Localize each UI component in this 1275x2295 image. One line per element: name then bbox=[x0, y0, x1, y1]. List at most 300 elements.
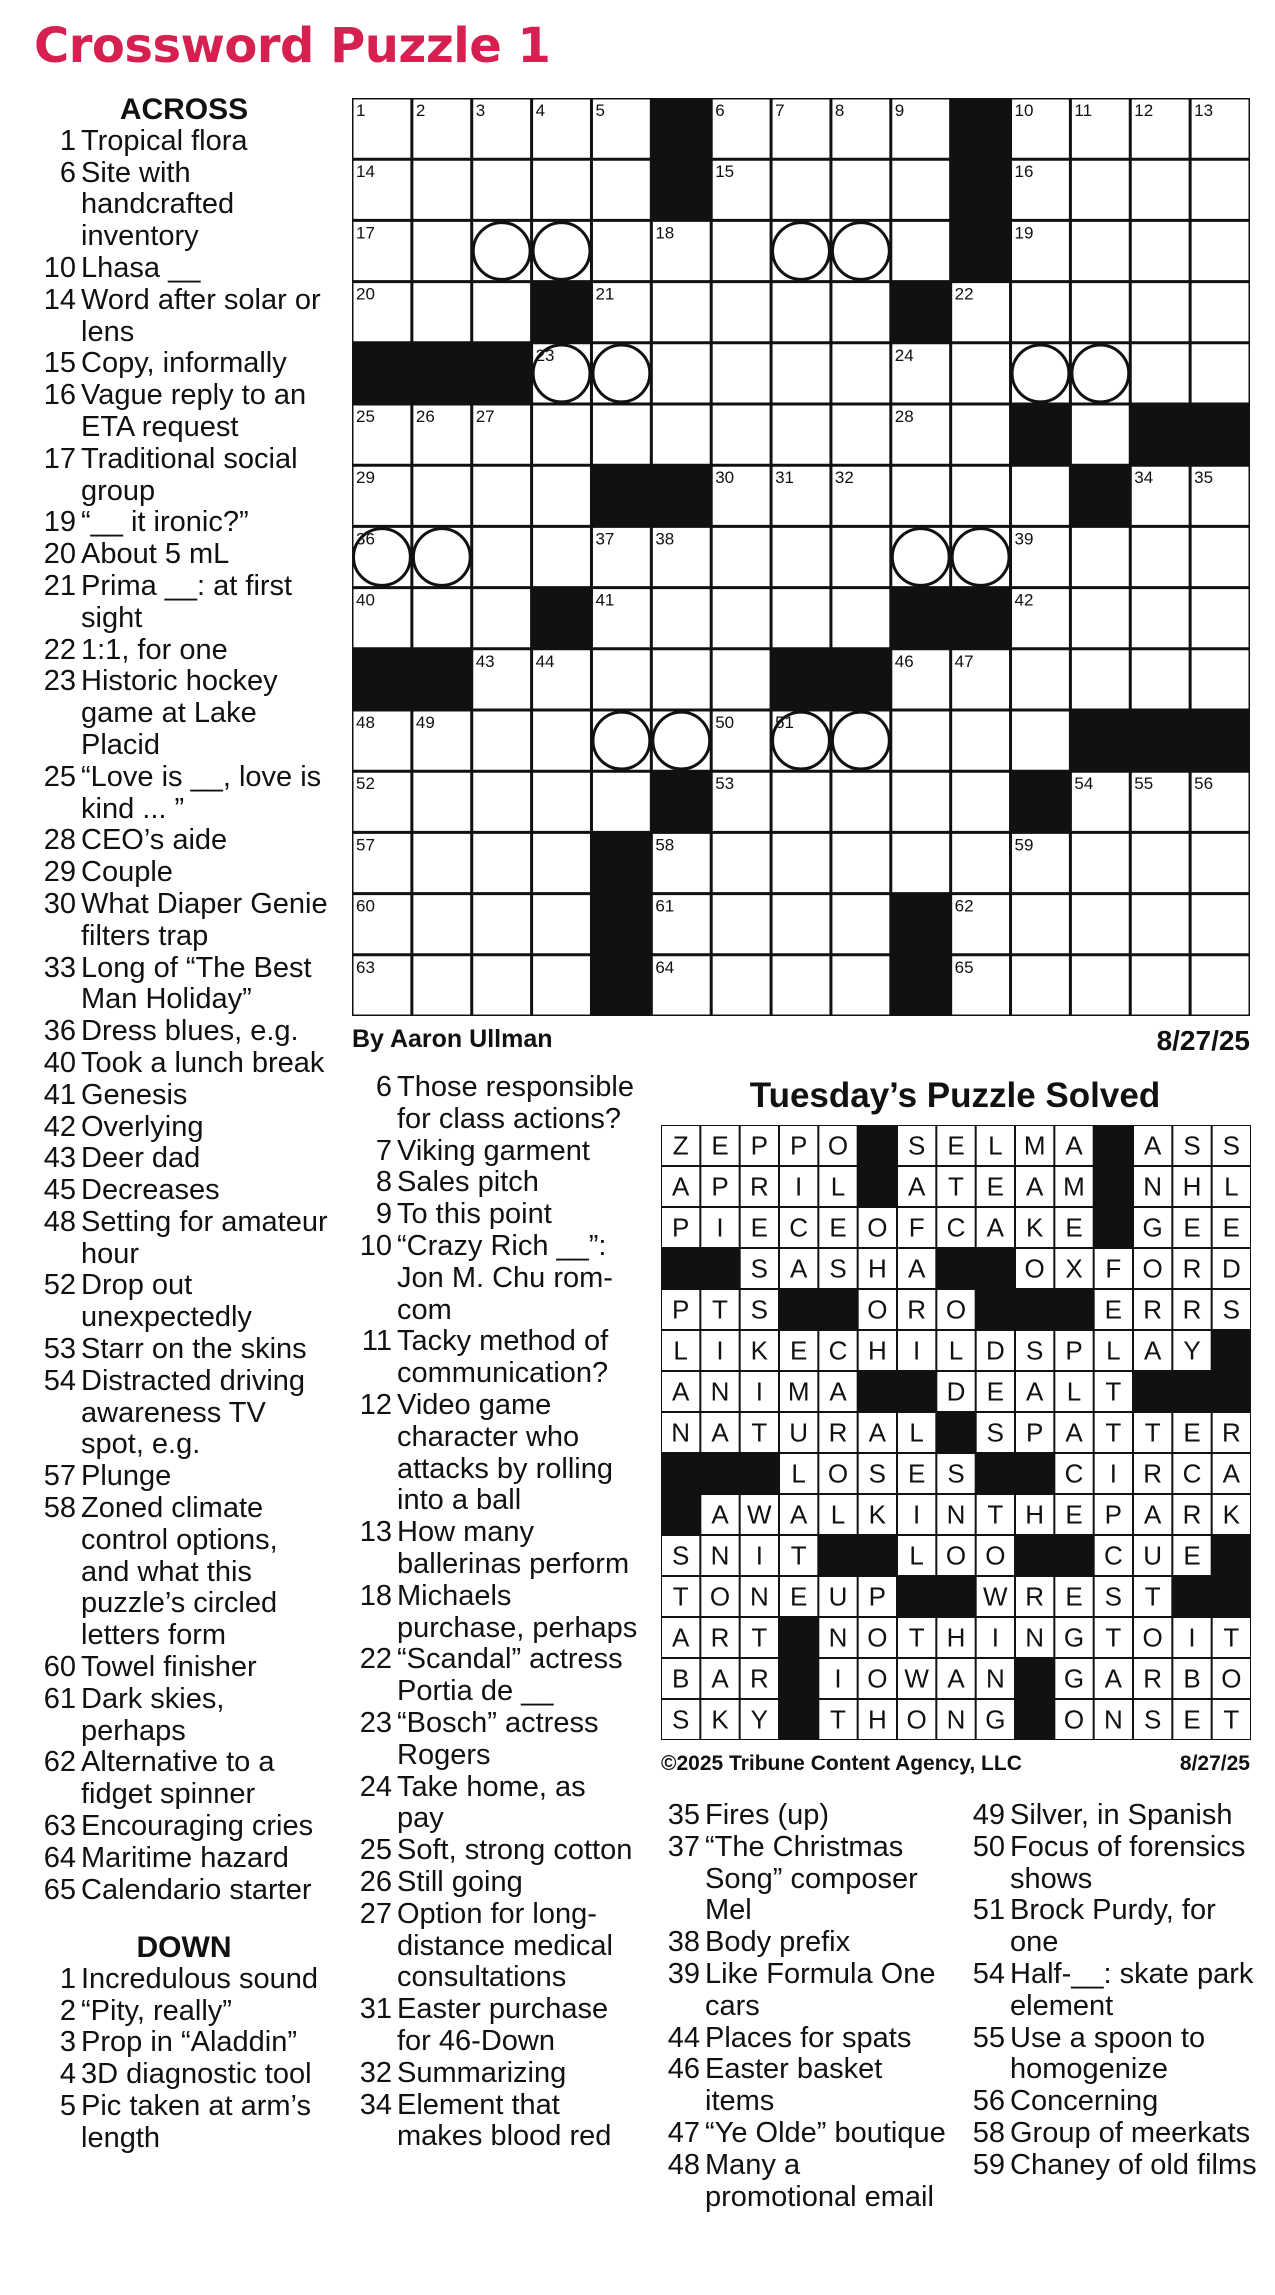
grid-cell[interactable] bbox=[412, 955, 472, 1016]
clue-number: 46 bbox=[667, 2053, 700, 2086]
grid-cell[interactable] bbox=[532, 832, 592, 893]
grid-cell[interactable] bbox=[1130, 894, 1190, 955]
grid-cell[interactable] bbox=[1070, 955, 1130, 1016]
clue-number: 53 bbox=[43, 1333, 76, 1366]
solution-letter: T bbox=[751, 1417, 768, 1448]
black-square bbox=[1212, 1576, 1251, 1617]
black-square bbox=[936, 1576, 975, 1617]
grid-cell[interactable] bbox=[891, 159, 951, 220]
grid-cell[interactable] bbox=[472, 159, 532, 220]
solution-letter: N bbox=[946, 1704, 966, 1735]
solution-letter: R bbox=[1143, 1294, 1163, 1325]
black-square bbox=[858, 1535, 897, 1576]
grid-cell[interactable] bbox=[591, 159, 651, 220]
grid-cell[interactable] bbox=[951, 404, 1011, 465]
clue-text: CEO’s aide bbox=[81, 824, 228, 857]
solution-letter: K bbox=[1222, 1499, 1241, 1530]
solution-letter: S bbox=[1104, 1581, 1123, 1612]
cell-number: 37 bbox=[595, 529, 615, 549]
solution-letter: R bbox=[1143, 1663, 1163, 1694]
black-square bbox=[1015, 1658, 1054, 1699]
clue-text: “The Christmas Song” composer Mel bbox=[705, 1830, 918, 1927]
grid-cell[interactable] bbox=[651, 649, 711, 710]
grid-cell[interactable] bbox=[891, 771, 951, 832]
grid-cell[interactable] bbox=[771, 526, 831, 587]
grid-cell[interactable] bbox=[951, 465, 1011, 526]
grid-cell[interactable] bbox=[412, 588, 472, 649]
grid-cell[interactable] bbox=[651, 588, 711, 649]
clue-number: 13 bbox=[359, 1516, 392, 1549]
black-square bbox=[1015, 1453, 1054, 1494]
grid-cell[interactable] bbox=[771, 404, 831, 465]
grid-cell[interactable] bbox=[532, 894, 592, 955]
grid-cell[interactable] bbox=[472, 771, 532, 832]
black-square bbox=[951, 98, 1011, 159]
clue-item bbox=[34, 1875, 334, 1907]
grid-cell[interactable] bbox=[831, 343, 891, 404]
clue-number: 6 bbox=[59, 156, 76, 189]
grid-cell[interactable] bbox=[412, 771, 472, 832]
clue-text: Long of “The Best Man Holiday” bbox=[81, 951, 312, 1016]
solution-letter: E bbox=[1065, 1499, 1083, 1530]
clue-item bbox=[350, 1390, 640, 1517]
cell-number: 59 bbox=[1014, 835, 1034, 855]
clue-number: 14 bbox=[43, 283, 76, 316]
grid-cell[interactable] bbox=[1190, 894, 1250, 955]
cell-number: 57 bbox=[356, 835, 375, 855]
grid-cell[interactable] bbox=[1011, 465, 1071, 526]
clue-text: Group of meerkats bbox=[1010, 2116, 1251, 2149]
grid-cell[interactable] bbox=[711, 282, 771, 343]
grid-cell[interactable] bbox=[711, 220, 771, 281]
clue-number: 42 bbox=[43, 1110, 76, 1143]
clue-item bbox=[34, 539, 334, 571]
cell-number: 58 bbox=[655, 835, 675, 855]
solution-letter: O bbox=[867, 1294, 888, 1325]
grid-cell[interactable] bbox=[1011, 343, 1071, 404]
clue-item bbox=[34, 1143, 334, 1175]
clue-text: Option for long-distance medical consultations bbox=[397, 1897, 613, 1994]
clue-item bbox=[34, 1964, 334, 1996]
solution-letter: C bbox=[789, 1212, 809, 1243]
clue-number: 6 bbox=[375, 1071, 392, 1103]
grid-cell[interactable] bbox=[951, 526, 1011, 587]
solution-letter: O bbox=[867, 1663, 888, 1694]
solution-letter: O bbox=[945, 1540, 967, 1571]
cell-number: 30 bbox=[715, 468, 735, 488]
grid-cell[interactable] bbox=[771, 159, 831, 220]
grid-cell[interactable] bbox=[472, 588, 532, 649]
solution-letter: U bbox=[1143, 1540, 1163, 1571]
solution-letter: N bbox=[1103, 1704, 1123, 1735]
clue-item bbox=[658, 2054, 948, 2118]
grid-cell[interactable] bbox=[711, 649, 771, 710]
grid-cell[interactable] bbox=[472, 894, 532, 955]
solution-letter: C bbox=[828, 1335, 848, 1366]
solution-letter: O bbox=[827, 1458, 849, 1489]
clue-number: 30 bbox=[43, 887, 76, 920]
grid-cell[interactable] bbox=[1011, 894, 1071, 955]
black-square bbox=[412, 649, 472, 710]
solution-letter: M bbox=[1063, 1171, 1085, 1202]
grid-cell[interactable] bbox=[472, 465, 532, 526]
clue-text: Site with handcrafted inventory bbox=[81, 156, 235, 253]
grid-cell[interactable] bbox=[771, 894, 831, 955]
clue-text: Element that makes blood red bbox=[397, 2088, 612, 2153]
solution-letter: I bbox=[913, 1335, 921, 1366]
grid-cell[interactable] bbox=[1070, 343, 1130, 404]
grid-cell[interactable] bbox=[711, 526, 771, 587]
grid-cell[interactable] bbox=[831, 220, 891, 281]
grid-cell[interactable] bbox=[951, 343, 1011, 404]
clue-number: 38 bbox=[667, 1926, 700, 1959]
grid-cell[interactable] bbox=[1070, 404, 1130, 465]
grid-cell[interactable] bbox=[532, 710, 592, 771]
clue-text: Overlying bbox=[81, 1110, 204, 1143]
clue-number: 58 bbox=[972, 2116, 1005, 2149]
clue-item bbox=[34, 953, 334, 1017]
grid-cell[interactable] bbox=[1011, 649, 1071, 710]
grid-cell[interactable] bbox=[1130, 832, 1190, 893]
clue-number: 29 bbox=[43, 856, 76, 889]
grid-cell[interactable] bbox=[891, 465, 951, 526]
grid-cell[interactable] bbox=[1130, 159, 1190, 220]
grid-cell[interactable] bbox=[472, 955, 532, 1016]
solution-letter: A bbox=[1143, 1130, 1162, 1161]
solution-letter: A bbox=[789, 1499, 808, 1530]
clue-text: Half-__: skate park element bbox=[1010, 1957, 1254, 2022]
cell-number: 43 bbox=[475, 651, 495, 671]
clue-text: “Scandal” actress Portia de __ bbox=[397, 1643, 623, 1708]
grid-cell[interactable] bbox=[532, 220, 592, 281]
solution-letter: D bbox=[1221, 1253, 1241, 1284]
clue-item bbox=[34, 1207, 334, 1271]
grid-cell[interactable] bbox=[472, 710, 532, 771]
grid-cell[interactable] bbox=[831, 526, 891, 587]
grid-cell[interactable] bbox=[951, 771, 1011, 832]
grid-cell[interactable] bbox=[412, 832, 472, 893]
black-square bbox=[352, 343, 412, 404]
grid-cell[interactable] bbox=[1011, 282, 1071, 343]
solution-letter: S bbox=[947, 1458, 965, 1489]
clue-number: 20 bbox=[43, 538, 76, 571]
grid-cell[interactable] bbox=[1070, 832, 1130, 893]
grid-cell[interactable] bbox=[532, 404, 592, 465]
grid-cell[interactable] bbox=[472, 832, 532, 893]
cell-number: 46 bbox=[894, 651, 914, 671]
solution-letter: B bbox=[1183, 1663, 1201, 1694]
black-square bbox=[951, 588, 1011, 649]
grid-cell[interactable] bbox=[651, 282, 711, 343]
clue-number: 41 bbox=[43, 1078, 76, 1111]
grid-cell[interactable] bbox=[1070, 894, 1130, 955]
grid-cell[interactable] bbox=[1070, 159, 1130, 220]
grid-cell[interactable] bbox=[591, 404, 651, 465]
clue-item bbox=[34, 666, 334, 761]
grid-cell[interactable] bbox=[412, 894, 472, 955]
black-square bbox=[700, 1453, 739, 1494]
cell-number: 16 bbox=[1014, 162, 1034, 182]
grid-cell[interactable] bbox=[711, 955, 771, 1016]
grid-cell[interactable] bbox=[591, 710, 651, 771]
clue-text: Take home, as pay bbox=[397, 1770, 586, 1835]
clue-item bbox=[34, 348, 334, 380]
grid-cell[interactable] bbox=[951, 832, 1011, 893]
solution-letter: N bbox=[1143, 1171, 1163, 1202]
grid-cell[interactable] bbox=[771, 832, 831, 893]
grid-cell[interactable] bbox=[831, 832, 891, 893]
grid-cell[interactable] bbox=[591, 771, 651, 832]
black-square bbox=[412, 343, 472, 404]
solution-letter: A bbox=[789, 1253, 808, 1284]
grid-cell[interactable] bbox=[891, 526, 951, 587]
clue-number: 25 bbox=[359, 1834, 392, 1867]
grid-cell[interactable] bbox=[532, 159, 592, 220]
grid-cell[interactable] bbox=[1190, 649, 1250, 710]
grid-cell[interactable] bbox=[472, 526, 532, 587]
solution-letter: T bbox=[987, 1499, 1004, 1530]
grid-cell[interactable] bbox=[1190, 832, 1250, 893]
clue-text: Summarizing bbox=[397, 2056, 567, 2089]
across-clues bbox=[34, 94, 334, 1906]
clue-item bbox=[658, 1959, 948, 2023]
solution-letter: T bbox=[751, 1622, 768, 1653]
grid-cell[interactable] bbox=[831, 894, 891, 955]
clue-text: Starr on the skins bbox=[81, 1333, 307, 1366]
grid-cell[interactable] bbox=[591, 343, 651, 404]
solution-letter: I bbox=[716, 1212, 724, 1243]
grid-cell[interactable] bbox=[532, 955, 592, 1016]
solution-letter: A bbox=[829, 1376, 847, 1407]
grid-cell[interactable] bbox=[651, 404, 711, 465]
black-square bbox=[1212, 1535, 1251, 1576]
clue-text: Fires (up) bbox=[705, 1799, 830, 1831]
grid-cell[interactable] bbox=[1130, 588, 1190, 649]
clue-number: 23 bbox=[359, 1706, 392, 1739]
grid-cell[interactable] bbox=[412, 220, 472, 281]
grid-cell[interactable] bbox=[831, 159, 891, 220]
clue-item bbox=[34, 1652, 334, 1684]
grid-cell[interactable] bbox=[771, 588, 831, 649]
grid-cell[interactable] bbox=[412, 282, 472, 343]
black-square bbox=[1133, 1371, 1172, 1412]
solution-letter: G bbox=[985, 1704, 1006, 1735]
clue-item bbox=[34, 1843, 334, 1875]
clue-item bbox=[34, 1684, 334, 1748]
black-square bbox=[951, 159, 1011, 220]
grid-cell[interactable] bbox=[1130, 526, 1190, 587]
grid-cell[interactable] bbox=[1070, 220, 1130, 281]
grid-cell[interactable] bbox=[651, 710, 711, 771]
solution-letter: W bbox=[747, 1499, 772, 1530]
clue-text: Dress blues, e.g. bbox=[81, 1015, 299, 1048]
solution-letter: O bbox=[1063, 1704, 1085, 1735]
grid-cell[interactable] bbox=[1130, 220, 1190, 281]
grid-cell[interactable] bbox=[951, 710, 1011, 771]
solution-letter: Y bbox=[750, 1704, 769, 1735]
solution-letter: E bbox=[1183, 1540, 1201, 1571]
clue-text: Tropical flora bbox=[81, 124, 248, 157]
grid-cell[interactable] bbox=[1011, 710, 1071, 771]
grid-cell[interactable] bbox=[1190, 159, 1250, 220]
cell-number: 60 bbox=[356, 896, 375, 916]
clue-item bbox=[34, 1747, 334, 1811]
crossword-grid[interactable] bbox=[352, 98, 1250, 1016]
grid-cell[interactable] bbox=[1070, 282, 1130, 343]
clue-number: 19 bbox=[43, 506, 76, 539]
clue-text: Maritime hazard bbox=[81, 1841, 289, 1874]
grid-cell[interactable] bbox=[1190, 526, 1250, 587]
grid-cell[interactable] bbox=[891, 710, 951, 771]
clue-number: 48 bbox=[43, 1205, 76, 1238]
grid-cell[interactable] bbox=[1070, 649, 1130, 710]
solution-letter: I bbox=[913, 1499, 921, 1530]
cell-number: 24 bbox=[894, 345, 914, 365]
grid-cell[interactable] bbox=[711, 404, 771, 465]
black-square bbox=[1015, 1699, 1054, 1740]
grid-cell[interactable] bbox=[771, 955, 831, 1016]
black-square bbox=[1094, 1125, 1133, 1166]
black-square bbox=[1011, 404, 1071, 465]
clue-number: 48 bbox=[667, 2148, 700, 2181]
clue-item bbox=[350, 1835, 640, 1867]
clue-number: 17 bbox=[43, 442, 76, 475]
grid-cell[interactable] bbox=[771, 282, 831, 343]
grid-cell[interactable] bbox=[1011, 955, 1071, 1016]
solution-letter: N bbox=[946, 1499, 966, 1530]
grid-cell[interactable] bbox=[472, 220, 532, 281]
solution-letter: S bbox=[750, 1253, 769, 1284]
grid-cell[interactable] bbox=[1130, 955, 1190, 1016]
grid-cell[interactable] bbox=[891, 220, 951, 281]
grid-cell[interactable] bbox=[1190, 343, 1250, 404]
grid-cell[interactable] bbox=[831, 710, 891, 771]
grid-cell[interactable] bbox=[771, 343, 831, 404]
solution-letter: R bbox=[1025, 1581, 1045, 1612]
grid-cell[interactable] bbox=[1070, 526, 1130, 587]
solution-letter: W bbox=[983, 1581, 1008, 1612]
clue-text: Sales pitch bbox=[397, 1166, 539, 1199]
clue-text: Copy, informally bbox=[81, 347, 287, 380]
grid-cell[interactable] bbox=[1130, 282, 1190, 343]
solution-letter: L bbox=[909, 1417, 924, 1448]
grid-cell[interactable] bbox=[711, 894, 771, 955]
clue-item bbox=[34, 1270, 334, 1334]
black-square bbox=[779, 1289, 818, 1330]
grid-cell[interactable] bbox=[532, 526, 592, 587]
grid-cell[interactable] bbox=[891, 832, 951, 893]
cell-number: 6 bbox=[715, 101, 725, 120]
cell-number: 1 bbox=[356, 101, 366, 120]
cell-number: 64 bbox=[655, 957, 675, 977]
grid-cell[interactable] bbox=[711, 343, 771, 404]
black-square bbox=[352, 649, 412, 710]
clue-text: “__ it ironic?” bbox=[81, 506, 249, 539]
grid-cell[interactable] bbox=[831, 771, 891, 832]
solution-letter: A bbox=[1025, 1376, 1044, 1407]
grid-cell[interactable] bbox=[1130, 343, 1190, 404]
clue-number: 33 bbox=[43, 951, 76, 984]
solution-letter: I bbox=[795, 1171, 803, 1202]
clue-text: “Love is __, love is kind ... ” bbox=[81, 760, 322, 825]
grid-cell[interactable] bbox=[711, 588, 771, 649]
grid-cell[interactable] bbox=[591, 220, 651, 281]
cell-number: 63 bbox=[356, 957, 375, 977]
solution-letter: A bbox=[907, 1253, 926, 1284]
solution-letter: N bbox=[710, 1376, 730, 1407]
grid-cell[interactable] bbox=[1130, 649, 1190, 710]
solution-letter: R bbox=[1182, 1499, 1202, 1530]
grid-cell[interactable] bbox=[1190, 955, 1250, 1016]
grid-cell[interactable] bbox=[711, 832, 771, 893]
grid-cell[interactable] bbox=[532, 465, 592, 526]
grid-cell[interactable] bbox=[1190, 220, 1250, 281]
grid-cell[interactable] bbox=[412, 159, 472, 220]
solution-grid bbox=[661, 1125, 1251, 1740]
black-square bbox=[1130, 404, 1190, 465]
clue-number: 37 bbox=[667, 1830, 700, 1863]
clue-item bbox=[658, 2023, 948, 2055]
clue-item bbox=[34, 1366, 334, 1461]
grid-cell[interactable] bbox=[412, 465, 472, 526]
clue-number: 18 bbox=[359, 1579, 392, 1612]
grid-cell[interactable] bbox=[1190, 588, 1250, 649]
grid-cell[interactable] bbox=[771, 771, 831, 832]
grid-cell[interactable] bbox=[532, 771, 592, 832]
black-square bbox=[1015, 1535, 1054, 1576]
cell-number: 40 bbox=[356, 590, 375, 610]
clue-text: Places for spats bbox=[705, 2021, 912, 2054]
clue-item bbox=[34, 1016, 334, 1048]
solution-letter: E bbox=[829, 1212, 847, 1243]
grid-cell[interactable] bbox=[831, 282, 891, 343]
grid-cell[interactable] bbox=[771, 220, 831, 281]
clue-text: Prop in “Aladdin” bbox=[81, 2026, 297, 2059]
black-square bbox=[1054, 1289, 1093, 1330]
solution-letter: S bbox=[1222, 1130, 1241, 1161]
cell-number: 51 bbox=[775, 713, 794, 732]
black-square bbox=[891, 588, 951, 649]
clue-number: 59 bbox=[972, 2148, 1005, 2181]
grid-cell[interactable] bbox=[831, 955, 891, 1016]
grid-cell[interactable] bbox=[591, 649, 651, 710]
clue-item bbox=[350, 1136, 640, 1168]
black-square bbox=[700, 1248, 739, 1289]
grid-cell[interactable] bbox=[651, 343, 711, 404]
solution-letter: E bbox=[1222, 1212, 1241, 1243]
grid-cell[interactable] bbox=[831, 404, 891, 465]
cell-number: 39 bbox=[1014, 529, 1034, 549]
solution-letter: A bbox=[1143, 1335, 1162, 1366]
clue-text: Deer dad bbox=[81, 1142, 201, 1175]
clue-number: 3 bbox=[59, 2026, 76, 2059]
clue-text: Focus of forensics shows bbox=[1010, 1830, 1246, 1895]
cell-number: 35 bbox=[1194, 468, 1214, 488]
solution-letter: Y bbox=[1183, 1335, 1201, 1366]
clue-item bbox=[34, 2059, 334, 2091]
clue-number: 39 bbox=[667, 1957, 700, 1990]
solution-letter: S bbox=[671, 1540, 690, 1571]
solution-letter: H bbox=[867, 1704, 887, 1735]
cell-number: 8 bbox=[834, 101, 845, 120]
clue-number: 7 bbox=[375, 1134, 392, 1167]
grid-cell[interactable] bbox=[1070, 588, 1130, 649]
grid-cell[interactable] bbox=[831, 588, 891, 649]
grid-cell[interactable] bbox=[1190, 282, 1250, 343]
grid-cell[interactable] bbox=[472, 282, 532, 343]
clue-item bbox=[350, 1867, 640, 1899]
grid-cell[interactable] bbox=[412, 526, 472, 587]
